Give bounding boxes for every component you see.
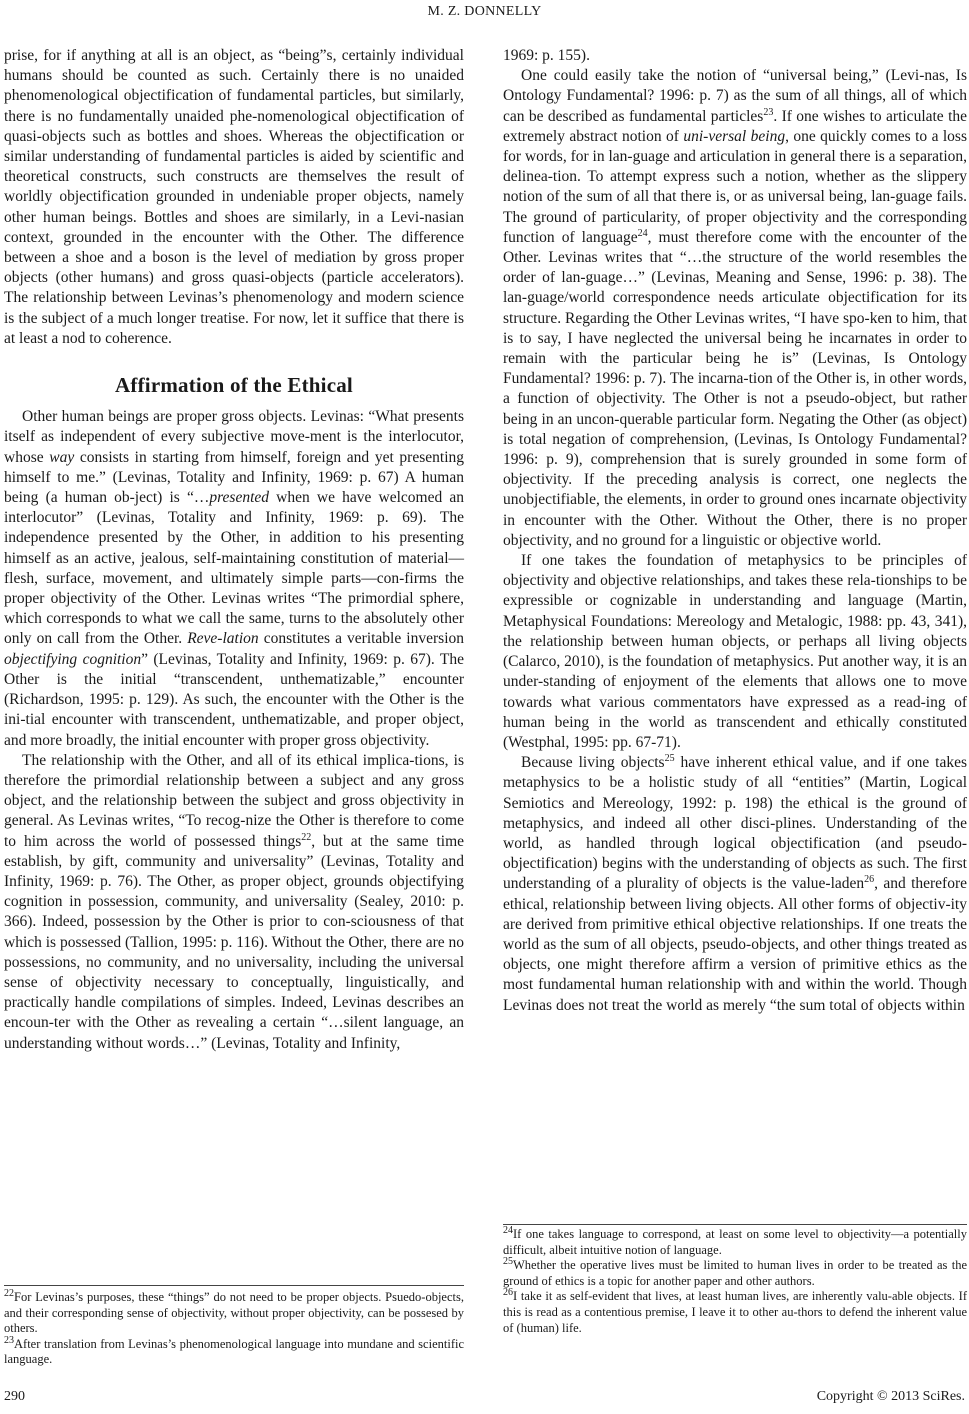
footnote: $^{22}$For Levinas’s purposes, these “things” do not need to be proper objects. Psuedo-objects, and their corresponding sense of objectivity, without proper objectivity, can be possesed by others. [4,1287,464,1336]
footnote-ref: 24 [637,227,648,239]
body-paragraph: One could easily take the notion of “universal being,” (Levi-nas, Is Ontology Fundamental? 1996: p. 7) as the sum of all things, all of which can be described as fundamental particles$^{23}$. If one wishes to articulate the extremely abstract notion of uni-versal being, one quickly comes to a loss for words, for in lan-guage and articulation in general there is a separation, delinea-tion. To attempt express such a notion, whether as the slippery notion of the sum of all that there is, or as universal being, lan-guage fails. The ground of particularity, of proper objectivity and the corresponding function of language$^{24}$, must therefore come with the encounter of the Other. Levinas writes that “…the structure of the world resembles the order of lan-guage…” (Levinas, Meaning and Sense, 1996: p. 38). The lan-guage/world correspondence needs articulate objectification for its structure. Regarding the Other Levinas writes, “I have spo-ken to him, that is to say, I have neglected the universal being he incarnates in order to remain with the particular being he is” (Levinas, Is Ontology Fundamental? 1996: p. 7). The incarna-tion of the Other is, in other words, a function of objectivity. The Other is not a pseudo-object, but rather being in an uncon-querable particular form. Negating the Other (as object) is total negation of comprehension, (Levinas, Is Ontology Fundamental? 1996: p. 9), comprehension that is surely grounded in some form of objectivity. If the preceding analysis is correct, one neglects the unobjectifiable, the elements, in order to ground ones incarnate objectivity in encounter with the Other. Without the Other, there is no proper objectivity, and no ground for a linguistic or objective world. [503,67,968,549]
copyright-notice: Copyright © 2013 SciRes. [816,1389,965,1404]
body-paragraph: Because living objects$^{25}$ have inherent ethical value, and if one takes metaphysics to be a holistic study of all “entities” (Martin, Logical Semiotics and Mereology, 1992: p. 198) the ethical is the ground of metaphysics, and indeed all other disci-plines. Understanding of the world, as handled through logical objectification (and pseudo-objectification) begins with the understanding of objects as such. The first understanding of a plurality of objects is the value-laden$^{26}$, and therefore ethical, relationship between living objects. All other forms of objectiv-ity are derived from primitive ethical objective relationships. If one treats the world as the sum of all objects, pseudo-objects, and other things treated as objects, one might therefore affirm a version of primitive ethics as the most fundamental human relationship with and within the world. Though Levinas does not treat the world as merely “the sum total of objects within [503,752,968,1014]
footnote-ref: 26 [864,874,875,886]
body-paragraph: If one takes the foundation of metaphysics to be principles of objectivity and objective relationships, and takes these rela-tionships to be expressible or cognizable in understanding and language (Martin, Metaphysical Foundations: Mereology and Metalogic, 1988: pp. 43, 341), the relationship between human objects, or perhaps all living objects (Calarco, 2010), is the foundation of metaphysics. Put another way, it is an under-standing of enjoyment of the elements that allows one to move towards what various commentators have expressed as a read-ing of human being in the world as transcendent and ethically constituted (Westphal, 1995: pp. 67-71). [503,552,967,751]
right-column [503,46,967,1016]
footnotes-right [503,1224,967,1336]
body-paragraph: Other human beings are proper gross objects. Levinas: “What presents itself as independent of every subjective move-ment is the interlocutor, whose way consists in starting from himself, foreign and yet presenting himself to me.” (Levinas, Totality and Infinity, 1969: p. 67) A human being (a human ob-ject) is “…presented when we have welcomed an interlocutor” (Levinas, Totality and Infinity, 1969: p. 69). The independence presented by the Other, in addition to his presenting himself as an active, jealous, self-maintaining constitution of material—flesh, surface, movement, and ultimately simple parts—con-firms the proper objectivity of the Other. Levinas writes “The primordial sphere, which corresponds to what we call the same, turns to the absolutely other only on call from the Other. Reve-lation constitutes a veritable inversion objectifying cognition” (Levinas, Totality and Infinity, 1969: p. 67). The Other is the initial “transcendent, unthematizable,” encounter (Richardson, 1995: p. 129). As such, the encounter with the Other is the ini-tial encounter with transcendent, unthematizable, and proper object, and more broadly, the initial encounter with proper gross objectivity. [4,408,465,749]
body-paragraph: The relationship with the Other, and all of its ethical implica-tions, is therefore the primordial relationship between a subject and any gross object, and the relationship between the subject and gross objectivity in general. As Levinas writes, “To recog-nize the Other is therefore to come to him across the world of possessed things$^{22}$, but at the same time establish, by gift, community and universality” (Levinas, Totality and Infinity, 1969: p. 76). The Other, as proper object, grounds objectifying cognition in possession, community, and universality (Sealey, 2010: p. 366). Indeed, possession by the Other is prior to con-sciousness of that which is possessed (Tallion, 1995: p. 116). Without the Other, there are no possessions, no community, and no universality, including the universal sense of objectivity necessary to conceptually, linguistically, and practically handle compilations of simples. Indeed, Levinas describes an encoun-ter with the Other as revealing a certain “…silent language, an understanding without words…” (Levinas, Totality and Infinity, [4,751,464,1052]
body-paragraph: prise, for if anything at all is an object, as “being”s, certainly individual humans should be counted as such. Certainly there is no unaided phenomenological objectification of fundamental particles, but similarly, there is no fundamentally unaided phe-nomenological objectification of quasi-objects such as bottles and shoes. Whereas the objectification or similar understanding of fundamental particles is aided by scientific and theoretical constructs, such constructs are themselves the result of worldly objectification grounded in undeniable proper objects, namely other human beings. Bottles and shoes are similarly, in a Levi-nasian context, grounded in the encounter with the Other. The difference between a shoe and a boson is the level of mediation by gross proper objects (other humans) and gross quasi-objects (particle accelerators). The relationship between Levinas’s phenomenology and modern science is the subject of a much longer treatise. For now, let it suffice that there is at least a nod to coherence. [4,47,464,347]
left-column [4,46,464,1054]
page-number: 290 [4,1389,25,1404]
footnote-ref: 25 [664,752,675,764]
footnote: $^{25}$Whether the operative lives must be limited to human lives in order to be treated as the ground of ethics is a topic for another paper and other authors. [503,1256,967,1288]
footnote: $^{23}$After translation from Levinas’s phenomenological language into mundane and scientific language. [4,1334,464,1367]
footnote: $^{24}$If one takes language to correspond, at least on some level to objectivity—a potentially difficult, albeit intuitive notion of language. [503,1224,967,1257]
section-heading: Affirmation of the Ethical [115,373,353,398]
body-paragraph: 1969: p. 155). [503,47,590,64]
footnote-ref: 23 [763,106,774,118]
running-head: M. Z. DONNELLY [427,4,542,19]
footnote-ref: 22 [301,831,312,843]
footnotes-left [4,1285,464,1368]
footnote: $^{26}$I take it as self-evident that lives, at least human lives, are inherently valu-able objects. If this is read as a contentious premise, I leave it to other au-thors to defend the inherent value of (human) life. [503,1287,967,1335]
